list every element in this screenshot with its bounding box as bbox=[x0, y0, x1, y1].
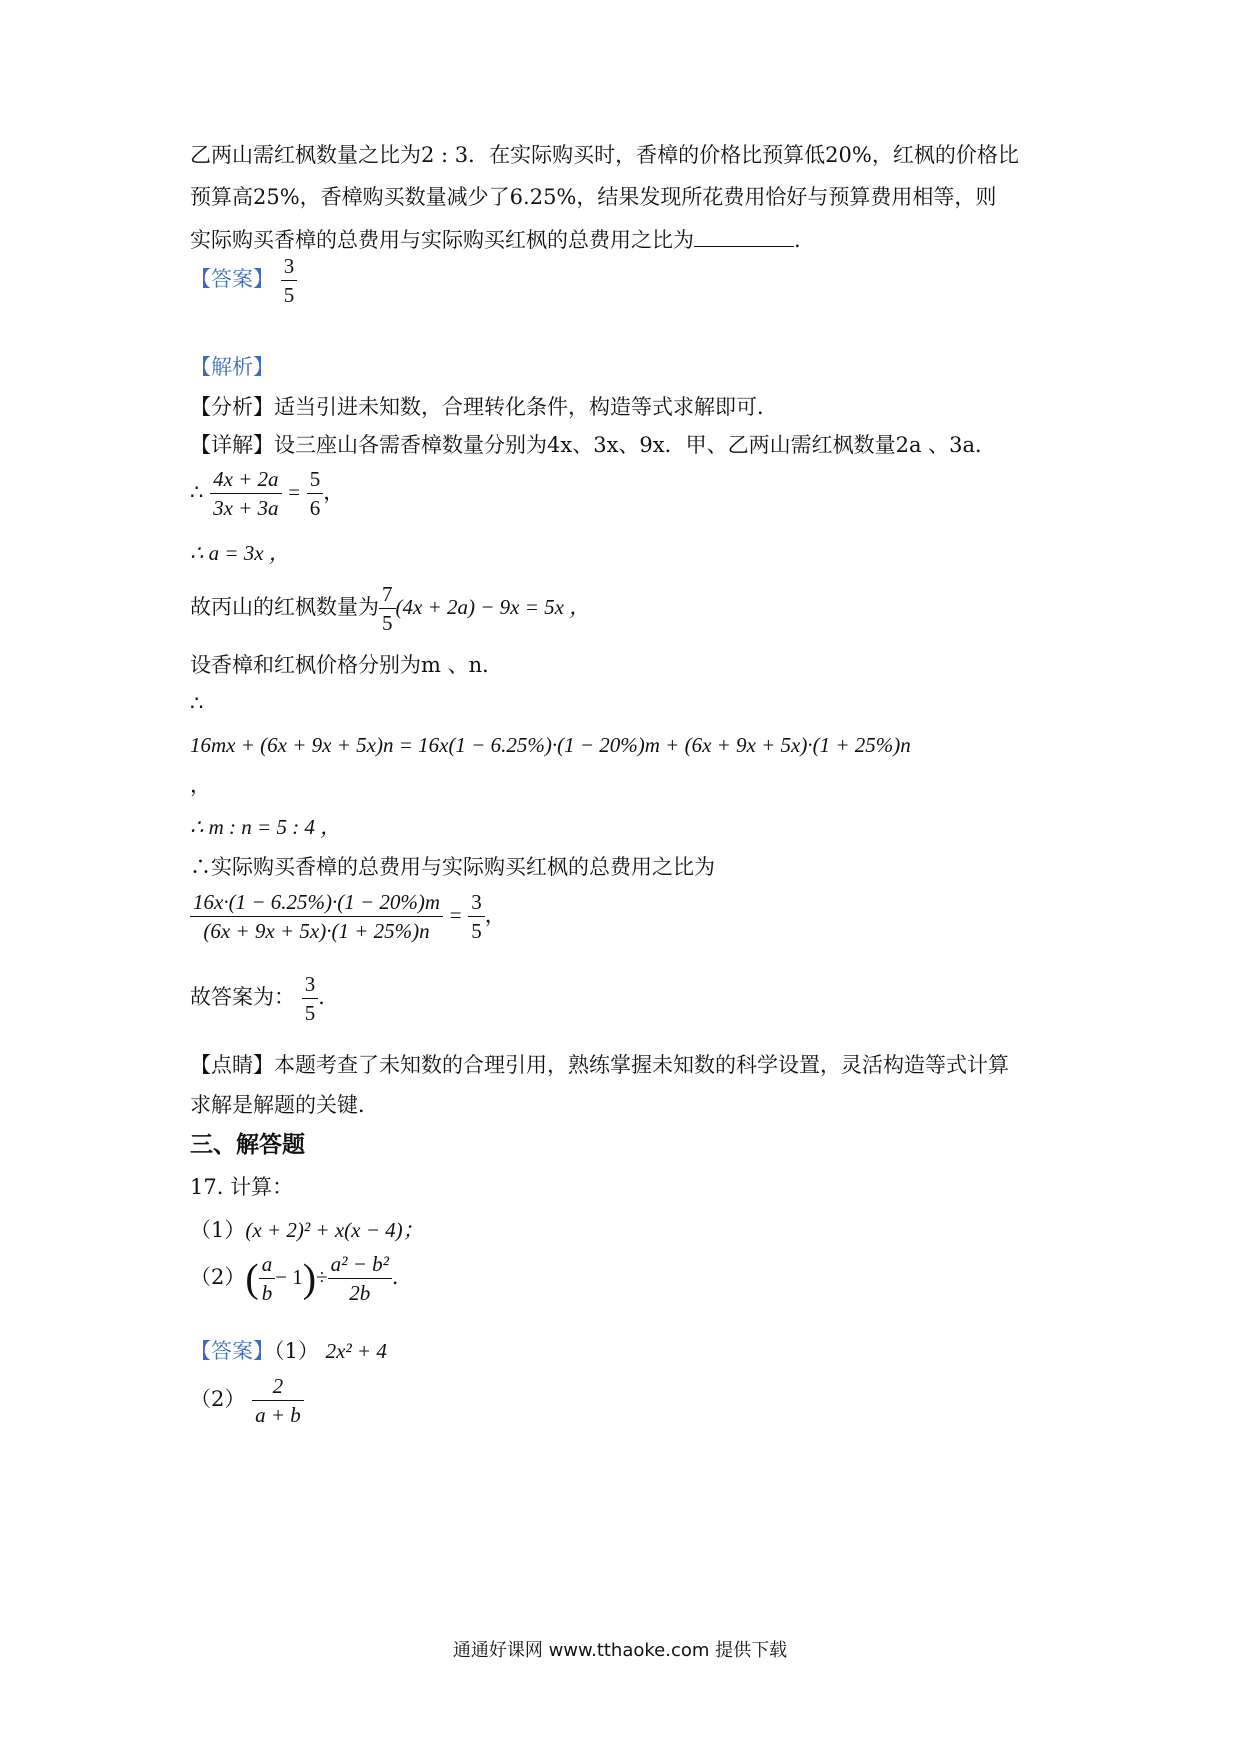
question-17: 17. 计算： bbox=[190, 1175, 294, 1199]
xiangjie-label: 【详解】 bbox=[190, 433, 274, 457]
analysis-label: 【解析】 bbox=[190, 355, 274, 379]
part2-outer-fraction bbox=[328, 1250, 392, 1307]
eq1-lhs-denominator: 3x + 3a bbox=[213, 496, 279, 520]
page-footer: 通通好课网 www.tthaoke.com 提供下载 bbox=[452, 1640, 788, 1661]
ans2-fraction bbox=[252, 1372, 304, 1429]
problem-line-3-text: 实际购买香樟的总费用与实际购买红枫的总费用之比为 bbox=[190, 228, 694, 252]
ans2-label: （2） bbox=[190, 1387, 246, 1411]
equation-3 bbox=[190, 580, 590, 637]
question-part-2: （2）( $\frac{a}{b}$ − 1)÷ $\frac{\text{a² − b²}}{2b}$ ． bbox=[190, 1252, 413, 1305]
eq1-rhs-denominator: 6 bbox=[309, 496, 321, 520]
eq1-lhs-fraction bbox=[210, 465, 282, 522]
price-line: 设香樟和红枫价格分别为m 、n． bbox=[190, 653, 504, 677]
part2-inner-fraction bbox=[259, 1250, 276, 1307]
part2-b: b bbox=[261, 1281, 273, 1305]
xiangjie-line bbox=[190, 430, 996, 460]
final-suffix: ， bbox=[484, 903, 506, 927]
part1-expression: (x + 2)² + x(x − 4)； bbox=[245, 1218, 424, 1242]
ratio-text: ∴实际购买香樟的总费用与实际购买红枫的总费用之比为 bbox=[190, 855, 715, 879]
eq3-numerator: 7 bbox=[379, 580, 396, 609]
part2-denominator: 2b bbox=[349, 1281, 371, 1305]
fraction-denominator: 5 bbox=[283, 283, 295, 307]
answer-17-part-2 bbox=[190, 1372, 304, 1429]
section-heading: 三、解答题 bbox=[190, 1132, 305, 1158]
therefore-line: ∴ bbox=[190, 691, 204, 715]
conclusion-denominator: 5 bbox=[304, 1001, 316, 1025]
fenxi-text: 适当引进未知数，合理转化条件，构造等式求解即可． bbox=[274, 395, 778, 419]
part1-label: （1） bbox=[190, 1218, 246, 1242]
conclusion-suffix: ． bbox=[318, 985, 340, 1009]
eq1-lhs-numerator: 4x + 2a bbox=[210, 465, 282, 494]
final-lhs-fraction bbox=[190, 888, 443, 945]
conclusion-prefix: 故答案为： bbox=[190, 985, 295, 1009]
final-rhs-numerator: 3 bbox=[468, 888, 485, 917]
fenxi-label: 【分析】 bbox=[190, 395, 274, 419]
problem-line-3-end: . bbox=[794, 228, 801, 252]
problem-line-1: 乙两山需红枫数量之比为2 : 3．在实际购买时，香樟的价格比预算低20%，红枫的价格比 bbox=[190, 143, 1019, 167]
answer-fraction bbox=[281, 252, 298, 309]
answer-17-label: 【答案】 bbox=[190, 1339, 274, 1363]
eq1-rhs-numerator: 5 bbox=[307, 465, 324, 494]
part2-numerator: a² − b² bbox=[328, 1250, 392, 1279]
xiangjie-text: 设三座山各需香樟数量分别为4x、3x、9x．甲、乙两山需红枫数量2a 、3a． bbox=[274, 433, 997, 457]
therefore-symbol: ∴ bbox=[190, 480, 204, 504]
part2-minus1: − 1 bbox=[275, 1265, 303, 1289]
answer-17-part-1 bbox=[190, 1336, 387, 1366]
conclusion-numerator: 3 bbox=[302, 970, 319, 999]
dianjing-line-1 bbox=[190, 1050, 1009, 1080]
eq1-rhs-fraction bbox=[307, 465, 324, 522]
ans1-expression: 2x² + 4 bbox=[325, 1339, 387, 1363]
eq3-fraction bbox=[379, 580, 396, 637]
ans2-denominator: a + b bbox=[255, 1403, 301, 1427]
part2-a: a bbox=[259, 1250, 276, 1279]
final-lhs-denominator: (6x + 9x + 5x)·(1 + 25%)n bbox=[203, 919, 430, 943]
dianjing-label: 【点睛】 bbox=[190, 1053, 274, 1077]
final-equation: $\frac{16x\cdot(1 - 6.25\%)\cdot(1 - 20\%)m}{(6x + 9x + 5x)\cdot(1 + 25\%)n}$ = $\frac{3}{5}$ ， bbox=[190, 888, 506, 945]
answer-blank bbox=[694, 224, 794, 247]
eq3-rest: (4x + 2a) − 9x = 5x ， bbox=[395, 595, 591, 619]
eq3-prefix: 故丙山的红枫数量为 bbox=[190, 595, 379, 619]
problem-line-3 bbox=[190, 224, 801, 255]
problem-line-2: 预算高25%，香樟购买数量减少了6.25%，结果发现所花费用恰好与预算费用相等，则 bbox=[190, 185, 997, 209]
ratio-equation: ∴ m : n = 5 : 4 ， bbox=[190, 815, 342, 839]
equation-1: ∴ $\frac{4x + 2a}{3x + 3a}$ = $\frac{5}{6}$ ， bbox=[190, 467, 345, 520]
final-lhs-numerator: 16x·(1 − 6.25%)·(1 − 20%)m bbox=[190, 888, 443, 917]
big-equation: 16mx + (6x + 9x + 5x)n = 16x(1 − 6.25%)·(1 − 20%)m + (6x + 9x + 5x)·(1 + 25%)n bbox=[190, 733, 911, 757]
part2-label: （2） bbox=[190, 1265, 246, 1289]
part2-divide: ÷ bbox=[316, 1265, 328, 1289]
comma-line: ， bbox=[190, 773, 211, 797]
ans2-numerator: 2 bbox=[252, 1372, 304, 1401]
eq1-suffix: ， bbox=[323, 480, 345, 504]
answer-label: 【答案】 bbox=[190, 267, 274, 291]
answer-1 bbox=[190, 252, 297, 309]
dianjing-text-1: 本题考查了未知数的合理引用，熟练掌握未知数的科学设置，灵活构造等式计算 bbox=[274, 1053, 1009, 1077]
question-part-1 bbox=[190, 1215, 424, 1245]
final-rhs-denominator: 5 bbox=[471, 919, 482, 943]
eq3-denominator: 5 bbox=[382, 611, 393, 635]
dianjing-line-2: 求解是解题的关键． bbox=[190, 1093, 379, 1117]
fraction-numerator: 3 bbox=[281, 252, 298, 281]
part2-end: ． bbox=[391, 1265, 413, 1289]
equation-2: ∴ a = 3x ， bbox=[190, 541, 290, 565]
conclusion-line bbox=[190, 970, 339, 1027]
fenxi-line bbox=[190, 392, 778, 422]
ans1-label: （1） bbox=[274, 1339, 319, 1363]
final-rhs-fraction bbox=[468, 888, 485, 945]
conclusion-fraction bbox=[302, 970, 319, 1027]
